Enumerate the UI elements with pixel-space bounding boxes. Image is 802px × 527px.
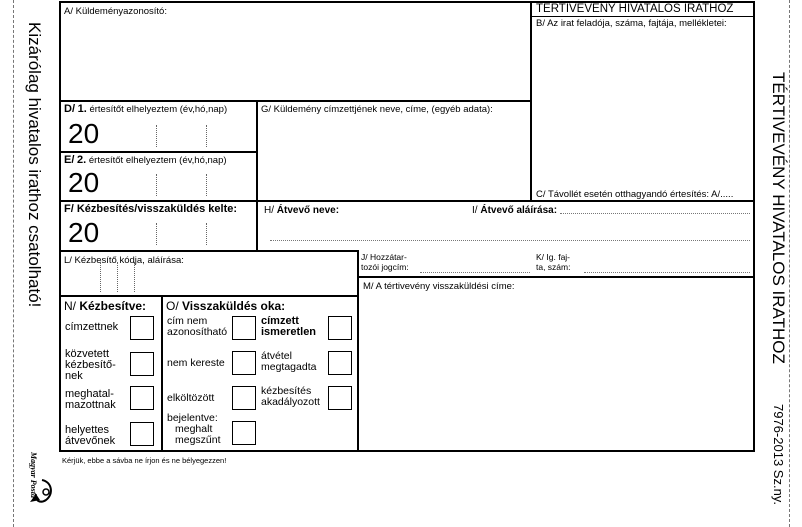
o-option-4-checkbox[interactable] bbox=[232, 421, 256, 445]
o-section-title: O/ Visszaküldés oka: bbox=[166, 299, 286, 313]
side-text-left: Kizárólag hivatalos irathoz csatolható! bbox=[25, 22, 44, 308]
divider-o-left bbox=[161, 295, 163, 452]
divider-m-top bbox=[357, 276, 755, 278]
divider-m-left bbox=[357, 250, 359, 452]
o-option-5-label: címzett ismeretlen bbox=[261, 315, 317, 338]
o-option-4-label: bejelentve: meghalt megszűnt bbox=[167, 412, 221, 446]
divider-l-top bbox=[59, 250, 357, 252]
logo bbox=[16, 450, 56, 505]
field-l-label: L/ Kézbesítő kódja, aláírása: bbox=[64, 255, 184, 266]
o-option-7-checkbox[interactable] bbox=[328, 386, 352, 410]
side-code-right: 7976-2013 Sz.ny. bbox=[771, 404, 786, 505]
n-option-2-checkbox[interactable] bbox=[130, 352, 154, 376]
field-b-label: B/ Az irat feladója, száma, fajtája, mellékletei: bbox=[536, 18, 727, 29]
field-e-label: E/ 2. értesítőt elhelyeztem (év,hó,nap) bbox=[64, 154, 227, 166]
n-option-1-label: címzettnek bbox=[65, 321, 119, 333]
field-e-year: 20 bbox=[68, 167, 100, 198]
header-underline bbox=[531, 16, 754, 17]
field-k-label: K/ Ig. faj- ta, szám: bbox=[536, 252, 571, 272]
divider-d bbox=[59, 151, 256, 153]
footer-note: Kérjük, ebbe a sávba ne írjon és ne bélyegezzen! bbox=[62, 456, 227, 465]
posthorn-icon bbox=[16, 450, 56, 505]
field-d-label: D/ 1. értesítőt elhelyeztem (év,hó,nap) bbox=[64, 103, 228, 115]
divider-g-left bbox=[256, 100, 258, 250]
field-f-label: F/ Kézbesítés/visszaküldés kelte: bbox=[64, 203, 238, 215]
n-option-1-checkbox[interactable] bbox=[130, 316, 154, 340]
divider-a bbox=[59, 100, 531, 102]
field-m-label: M/ A tértivevény visszaküldési címe: bbox=[363, 281, 515, 292]
field-j-label: J/ Hozzátar- tozói jogcím: bbox=[361, 252, 409, 272]
n-option-4-checkbox[interactable] bbox=[130, 422, 154, 446]
right-perforation bbox=[789, 0, 790, 527]
field-d-year: 20 bbox=[68, 118, 100, 149]
n-option-3-checkbox[interactable] bbox=[130, 386, 154, 410]
divider-n-top bbox=[59, 295, 357, 297]
header-title: TÉRTIVEVÉNY HIVATALOS IRATHOZ bbox=[536, 3, 734, 15]
field-i-label: I/ Átvevő aláírása: bbox=[472, 205, 558, 216]
o-option-3-checkbox[interactable] bbox=[232, 386, 256, 410]
o-option-5-checkbox[interactable] bbox=[328, 316, 352, 340]
n-section-title: N/ Kézbesítve: bbox=[64, 299, 147, 313]
form-frame bbox=[59, 1, 755, 452]
side-title-right: TÉRTIVEVÉNY HIVATALOS IRATHOZ bbox=[769, 72, 788, 364]
divider-f-top bbox=[59, 200, 755, 202]
field-a-label: A/ Küldeményazonosító: bbox=[64, 6, 167, 17]
o-option-6-label: átvétel megtagadta bbox=[261, 350, 317, 373]
field-f-year: 20 bbox=[68, 217, 100, 248]
o-option-1-checkbox[interactable] bbox=[232, 316, 256, 340]
o-option-1-label: cím nem azonosítható bbox=[167, 315, 228, 338]
divider-b-left bbox=[530, 1, 532, 201]
o-option-2-checkbox[interactable] bbox=[232, 351, 256, 375]
left-perforation bbox=[13, 0, 14, 527]
field-g-label: G/ Küldemény címzettjének neve, címe, (egyéb adata): bbox=[261, 104, 493, 115]
o-option-2-label: nem kereste bbox=[167, 357, 225, 369]
field-c-label: C/ Távollét esetén otthagyandó értesítés: A/..... bbox=[536, 189, 734, 200]
n-option-4-label: helyettes átvevőnek bbox=[65, 424, 116, 447]
o-option-6-checkbox[interactable] bbox=[328, 351, 352, 375]
n-option-3-label: meghatal- mazottnak bbox=[65, 388, 116, 411]
logo-text: Magyar Posta bbox=[29, 452, 38, 498]
field-h-label: H/ Átvevő neve: bbox=[264, 205, 340, 216]
o-option-7-label: kézbesítés akadályozott bbox=[261, 385, 320, 408]
n-option-2-label: közvetett kézbesítő- nek bbox=[65, 348, 116, 382]
o-option-3-label: elköltözött bbox=[167, 392, 215, 404]
